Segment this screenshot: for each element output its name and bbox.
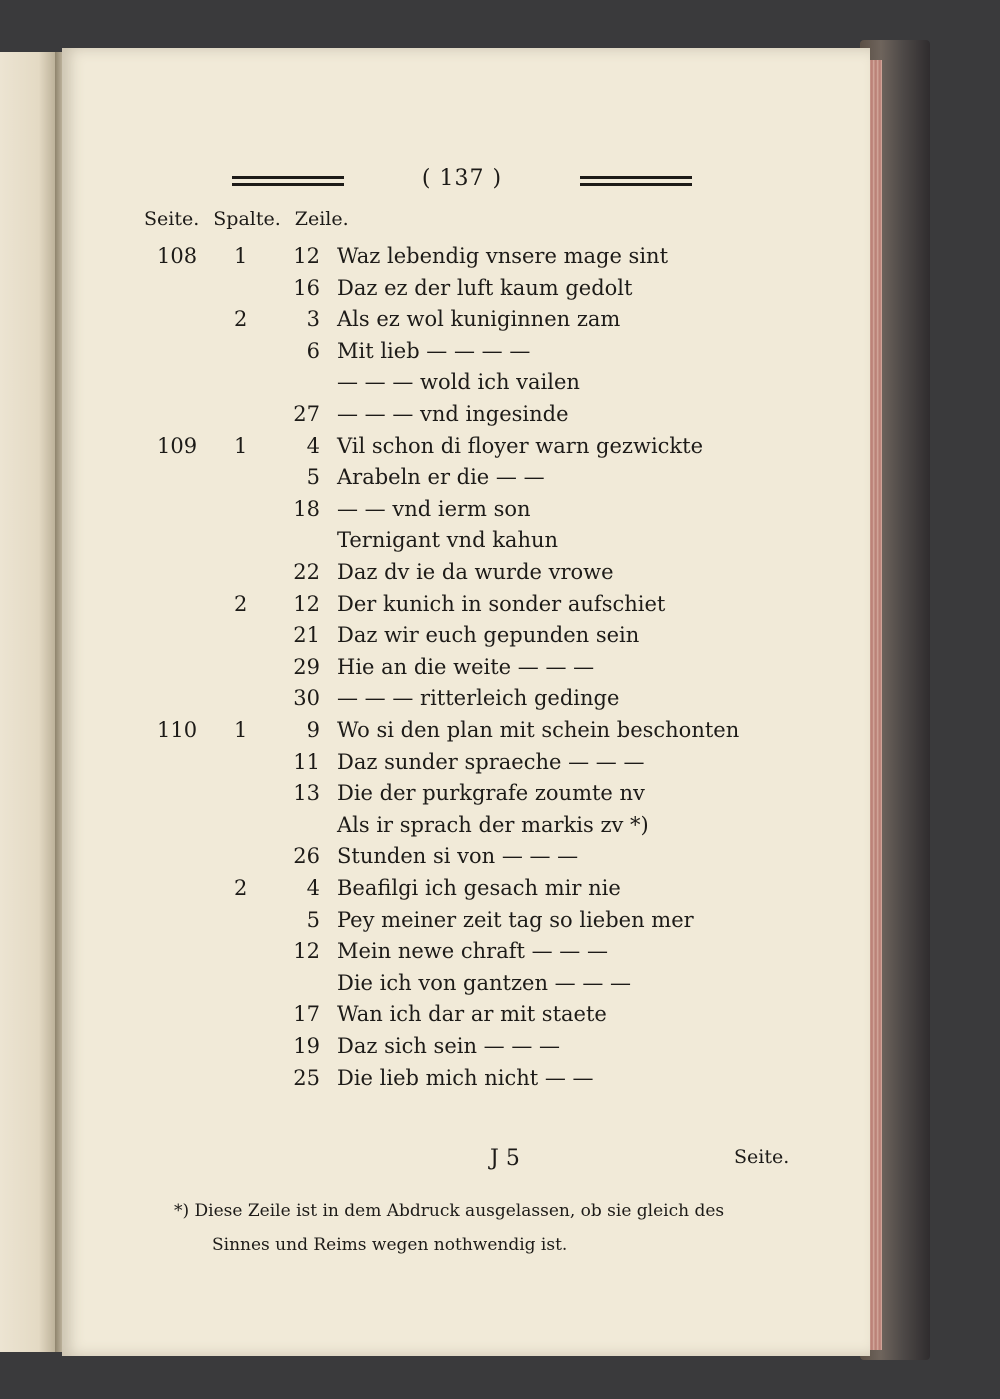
footnote-line-2: Sinnes und Reims wegen nothwendig ist. <box>212 1235 568 1255</box>
row-zeile: 12 <box>293 939 320 964</box>
row-zeile: 12 <box>293 591 320 616</box>
row-spalte: 1 <box>234 718 248 742</box>
table-row <box>62 303 862 335</box>
table-row <box>62 904 862 936</box>
table-row <box>62 809 862 841</box>
row-zeile: 29 <box>293 654 320 679</box>
row-zeile: 12 <box>293 244 320 268</box>
row-text: Als ir sprach der markis zv *) <box>337 812 649 837</box>
table-row <box>62 1062 862 1094</box>
catchword: Seite. <box>734 1146 790 1168</box>
footnote-line-1: *) Diese Zeile ist in dem Abdruck ausgelassen, ob sie gleich des <box>174 1201 725 1221</box>
table-row <box>62 746 862 778</box>
row-zeile: 27 <box>293 402 320 426</box>
row-zeile: 13 <box>293 781 320 806</box>
row-zeile: 9 <box>306 718 320 742</box>
book-page <box>62 48 870 1356</box>
row-text: Hie an die weite — — — <box>337 654 595 679</box>
row-spalte: 1 <box>234 244 248 268</box>
row-text: — — — vnd ingesinde <box>337 402 569 426</box>
row-text: Die lieb mich nicht — — <box>337 1065 594 1090</box>
row-text: Die ich von gantzen — — — <box>337 970 632 995</box>
row-zeile: 5 <box>306 465 320 490</box>
row-zeile: 30 <box>293 686 320 711</box>
row-text: Wan ich dar ar mit staete <box>337 1002 607 1027</box>
row-text: Mit lieb — — — — <box>337 338 531 363</box>
row-text: — — — ritterleich gedinge <box>337 686 620 711</box>
row-text: Vil schon di floyer warn gezwickte <box>337 433 704 458</box>
row-text: Daz dv ie da wurde vrowe <box>337 560 614 584</box>
row-text: Waz lebendig vnsere mage sint <box>337 244 669 268</box>
row-text: Pey meiner zeit tag so lieben mer <box>337 907 694 932</box>
table-row <box>62 777 862 809</box>
page-header <box>232 166 692 196</box>
row-text: Arabeln er die — — <box>337 465 545 490</box>
row-seite: 109 <box>157 433 198 458</box>
row-text: Der kunich in sonder aufschiet <box>337 591 666 616</box>
row-text: Daz sich sein — — — <box>337 1034 561 1058</box>
table-row <box>62 556 862 588</box>
table-row <box>62 1030 862 1062</box>
column-header-spalte: Spalte. <box>213 208 281 230</box>
row-seite: 108 <box>157 244 198 268</box>
table-row <box>62 461 862 493</box>
row-spalte: 2 <box>234 876 248 900</box>
row-zeile: 6 <box>306 338 320 363</box>
signature-mark: J 5 <box>490 1146 520 1171</box>
row-zeile: 22 <box>293 560 320 584</box>
row-text: Daz ez der luft kaum gedolt <box>337 275 633 300</box>
column-header-zeile: Zeile. <box>294 208 349 230</box>
column-headers <box>144 208 349 230</box>
row-zeile: 19 <box>293 1034 320 1058</box>
row-zeile: 16 <box>293 275 320 300</box>
row-spalte: 2 <box>234 591 248 616</box>
table-row <box>62 524 862 556</box>
row-text: Daz wir euch gepunden sein <box>337 623 640 648</box>
row-zeile: 18 <box>293 496 320 521</box>
row-zeile: 17 <box>293 1002 320 1027</box>
row-seite: 110 <box>157 718 198 742</box>
row-spalte: 1 <box>234 433 248 458</box>
row-zeile: 4 <box>306 876 320 900</box>
row-zeile: 4 <box>306 433 320 458</box>
row-text: Beafilgi ich gesach mir nie <box>337 876 621 900</box>
footnote <box>174 1194 794 1262</box>
table-row <box>62 430 862 462</box>
row-zeile: 5 <box>306 907 320 932</box>
table-row <box>62 967 862 999</box>
row-text: Stunden si von — — — <box>337 844 579 869</box>
table-row <box>62 714 862 746</box>
row-zeile: 3 <box>306 307 320 332</box>
row-text: Ternigant vnd kahun <box>337 528 559 553</box>
table-row <box>62 998 862 1030</box>
table-row <box>62 493 862 525</box>
row-text: — — — wold ich vailen <box>337 370 580 395</box>
row-zeile: 21 <box>293 623 320 648</box>
row-text: Die der purkgrafe zoumte nv <box>337 781 645 806</box>
column-header-seite: Seite. <box>144 208 200 230</box>
row-text: — — vnd ierm son <box>337 496 531 521</box>
row-zeile: 11 <box>293 749 320 774</box>
row-zeile: 25 <box>293 1065 320 1090</box>
row-zeile: 26 <box>293 844 320 869</box>
table-row <box>62 366 862 398</box>
table-row <box>62 840 862 872</box>
table-row <box>62 398 862 430</box>
page-number: ( 137 ) <box>421 166 503 191</box>
table-row <box>62 651 862 683</box>
header-rule-right <box>580 176 692 186</box>
left-page-edge <box>0 52 57 1352</box>
table-row <box>62 272 862 304</box>
table-row <box>62 619 862 651</box>
table-row <box>62 335 862 367</box>
row-text: Daz sunder spraeche — — — <box>337 749 645 774</box>
table-row <box>62 682 862 714</box>
table-row <box>62 935 862 967</box>
table-row <box>62 240 862 272</box>
row-text: Als ez wol kuniginnen zam <box>337 307 621 332</box>
table-row <box>62 588 862 620</box>
row-text: Mein newe chraft — — — <box>337 939 608 964</box>
row-text: Wo si den plan mit schein beschonten <box>337 718 740 742</box>
row-spalte: 2 <box>234 307 248 332</box>
table-row <box>62 872 862 904</box>
